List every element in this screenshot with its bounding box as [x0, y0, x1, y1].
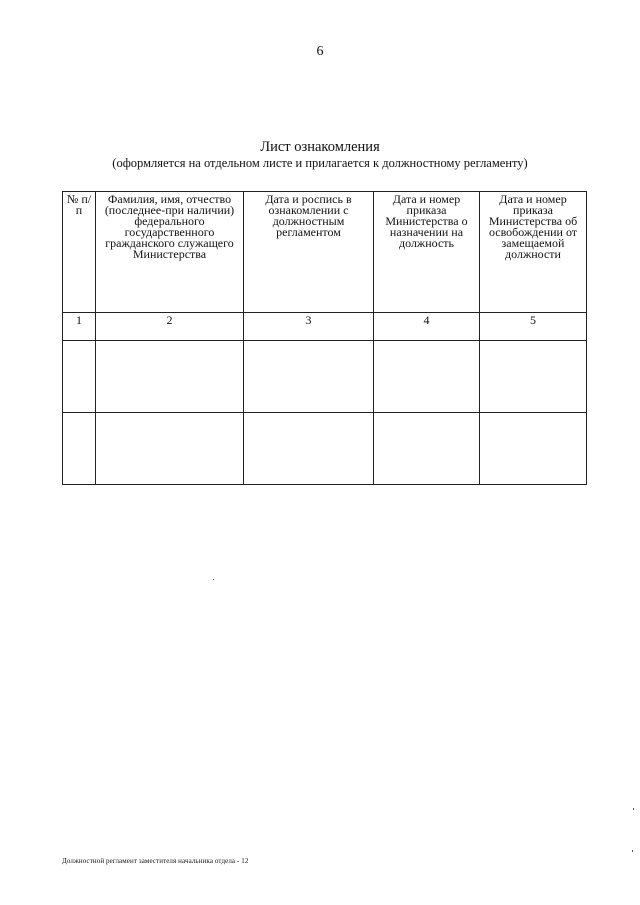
empty-cell: [96, 413, 244, 485]
empty-cell: [63, 341, 96, 413]
table-header-row: [63, 192, 587, 313]
column-number-row: [63, 313, 587, 341]
empty-cell: [244, 413, 374, 485]
header-cell-number: № п/п: [63, 192, 96, 313]
column-number-cell: 5: [480, 313, 587, 341]
empty-cell: [480, 413, 587, 485]
scan-speck: [632, 850, 633, 852]
document-subtitle: (оформляется на отдельном листе и прилагается к должностному регламенту): [112, 156, 528, 170]
empty-cell: [374, 413, 480, 485]
header-cell-date-signature: Дата и роспись в ознакомлении с должностным регламентом: [244, 192, 374, 313]
acknowledgement-table: [62, 191, 587, 485]
table-row: [63, 341, 587, 413]
header-cell-dismissal-order: Дата и номер приказа Министерства об освобождении от замещаемой должности: [480, 192, 587, 313]
empty-cell: [244, 341, 374, 413]
footer-note: Должностной регламент заместителя начальника отдела - 12: [62, 857, 249, 865]
column-number-cell: 3: [244, 313, 374, 341]
header-cell-full-name: Фамилия, имя, отчество (последнее-при наличии) федерального государственного гражданского служащего Министерства: [96, 192, 244, 313]
empty-cell: [480, 341, 587, 413]
empty-cell: [63, 413, 96, 485]
page-number: 6: [316, 44, 324, 59]
column-number-cell: 1: [63, 313, 96, 341]
scan-speck: [213, 579, 214, 580]
column-number-cell: 2: [96, 313, 244, 341]
document-title: Лист ознакомления: [260, 139, 380, 155]
empty-cell: [96, 341, 244, 413]
header-cell-appointment-order: Дата и номер приказа Министерства о назначении на должность: [374, 192, 480, 313]
table-row: [63, 413, 587, 485]
empty-cell: [374, 341, 480, 413]
column-number-cell: 4: [374, 313, 480, 341]
scan-speck: [633, 808, 634, 810]
